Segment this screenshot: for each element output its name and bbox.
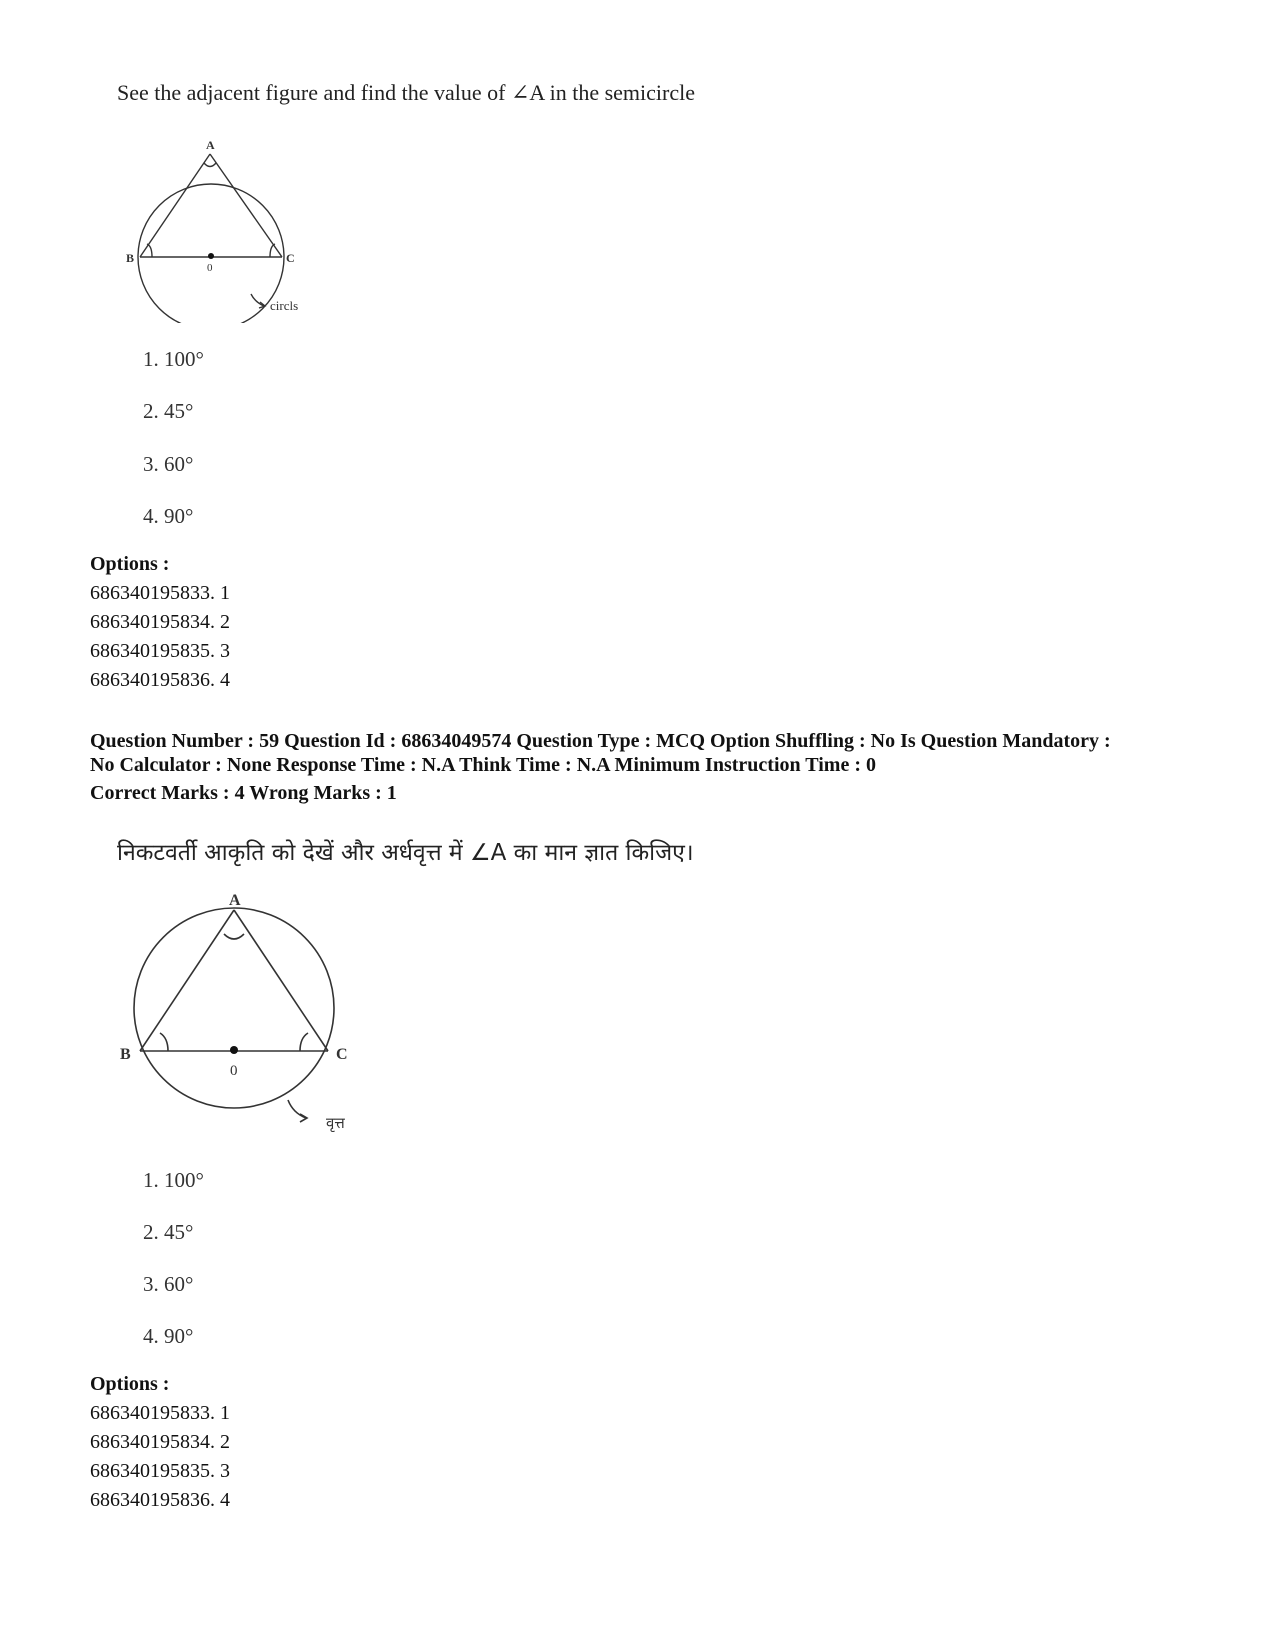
center-point [208,253,214,259]
label-o: 0 [207,262,213,274]
center-point [230,1046,238,1054]
question-text-hindi: निकटवर्ती आकृति को देखें और अर्धवृत्त में ∠A का मान ज्ञात किजिए। [117,840,694,866]
choice-1: 1. 100° [143,1168,204,1192]
option-id-4: 686340195836. 4 [90,669,230,691]
meta-line-1: Question Number : 59 Question Id : 68634049574 Question Type : MCQ Option Shuffling : No Is Question Mandatory : [90,730,1111,752]
choice-4: 4. 90° [143,504,194,528]
label-b: B [126,251,135,265]
question-meta [90,729,1111,805]
meta-line-2: No Calculator : None Response Time : N.A Think Time : N.A Minimum Instruction Time : 0 [90,754,876,776]
label-a: A [229,892,241,909]
option-id-2: 686340195834. 2 [90,611,230,633]
choice-3: 3. 60° [143,452,194,476]
options-list [90,1399,230,1515]
option-id-3: 686340195835. 3 [90,1460,230,1482]
choice-2: 2. 45° [143,1220,194,1244]
option-id-2: 686340195834. 2 [90,1431,230,1453]
semicircle-figure-2 [110,888,370,1138]
choice-2: 2. 45° [143,399,194,423]
figure-side-ac [210,154,282,257]
angle-arc-a [224,934,244,939]
option-id-3: 686340195835. 3 [90,640,230,662]
angle-arc-a [204,163,216,167]
circle-pointer-head [300,1114,307,1122]
options-list [90,579,230,695]
label-b: B [120,1046,131,1063]
choice-4: 4. 90° [143,1324,194,1348]
label-o: 0 [230,1063,238,1079]
choice-1: 1. 100° [143,347,204,371]
meta-marks: Correct Marks : 4 Wrong Marks : 1 [90,782,397,804]
options-heading: Options : [90,1373,170,1395]
figure-side-ab [140,154,210,257]
circle-label: वृत्त [326,1116,345,1132]
label-c: C [286,251,295,265]
figure-side-ab [140,910,234,1051]
circle-label: circls [270,298,299,313]
label-c: C [336,1046,348,1063]
option-id-1: 686340195833. 1 [90,1402,230,1424]
option-id-1: 686340195833. 1 [90,582,230,604]
angle-arc-c [300,1033,308,1051]
choice-3: 3. 60° [143,1272,194,1296]
option-id-4: 686340195836. 4 [90,1489,230,1511]
question-text-english: See the adjacent figure and find the value of ∠A in the semicircle [117,80,695,105]
figure-side-ac [234,910,328,1051]
options-heading: Options : [90,553,170,575]
angle-arc-b [160,1033,168,1051]
semicircle-figure-1 [120,138,320,323]
label-a: A [206,138,215,152]
